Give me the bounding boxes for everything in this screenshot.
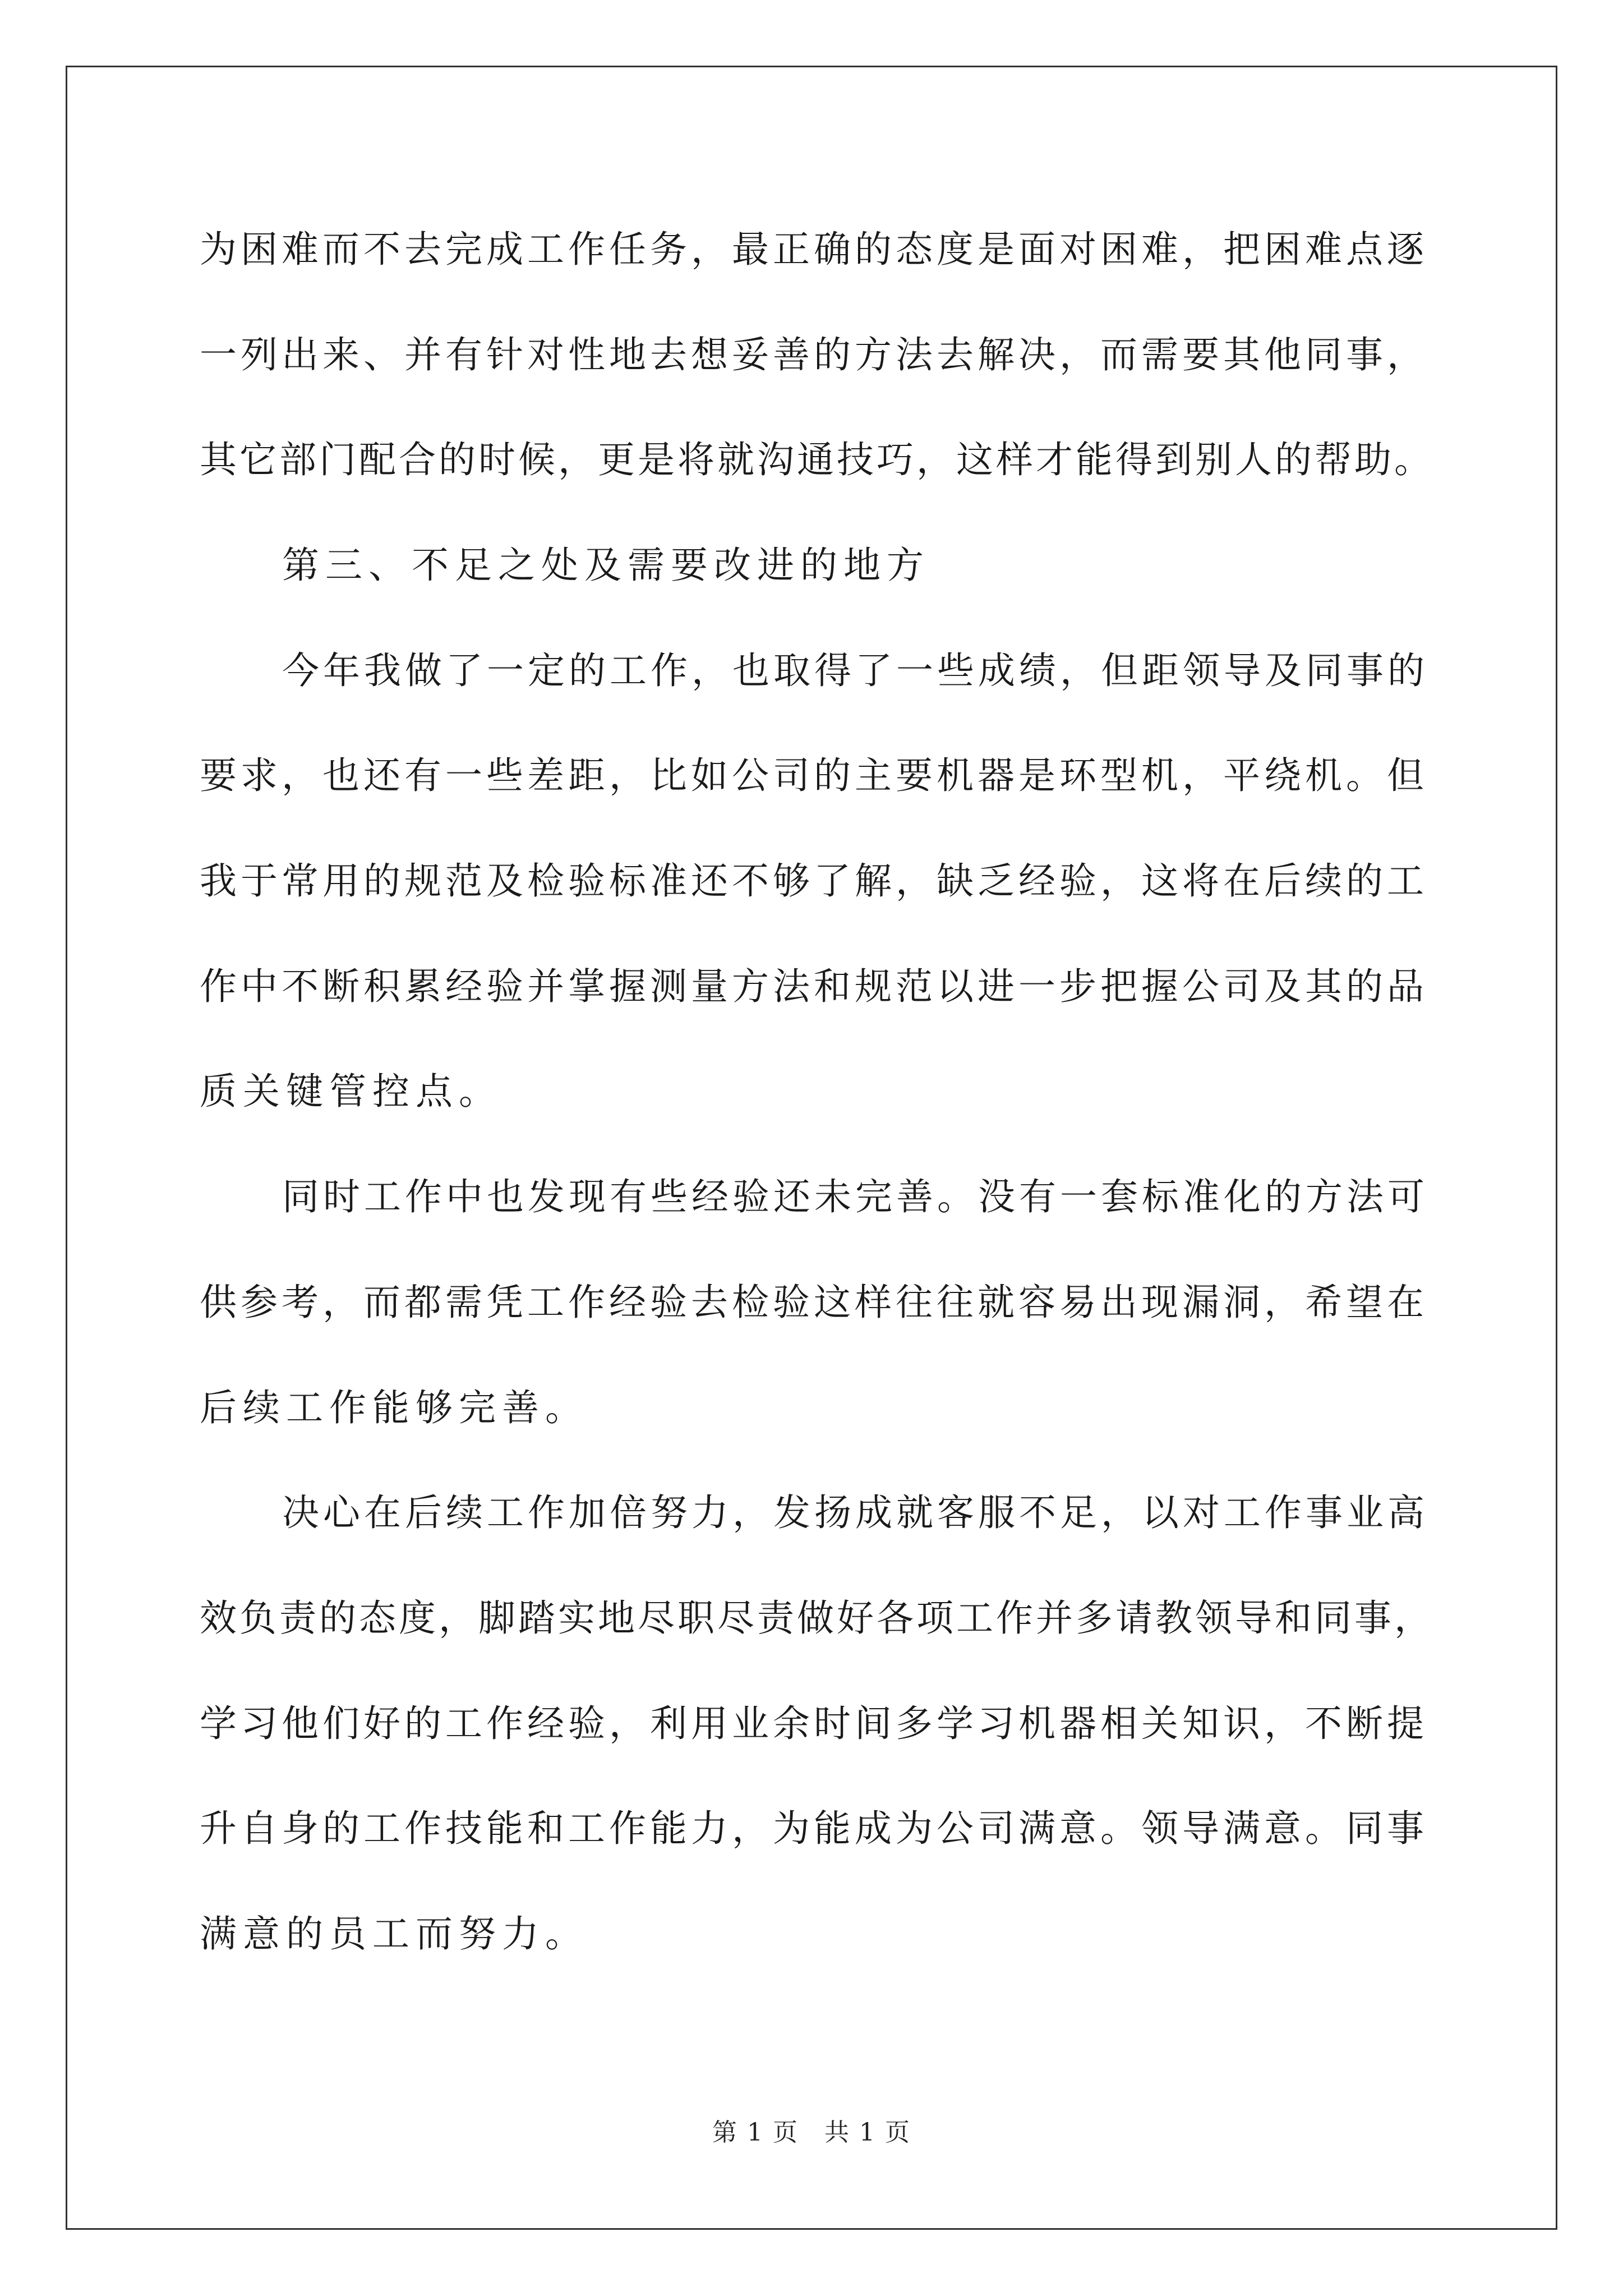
text-line: 要求，也还有一些差距，比如公司的主要机器是环型机，平绕机。但 bbox=[200, 754, 1428, 797]
text-line: 作中不断积累经验并掌握测量方法和规范以进一步把握公司及其的品 bbox=[200, 965, 1428, 1008]
text-line: 今年我做了一定的工作，也取得了一些成绩，但距领导及同事的 bbox=[282, 649, 1428, 692]
page-number-footer: 第 1 页 共 1 页 bbox=[712, 2118, 911, 2147]
text-line: 其它部门配合的时候，更是将就沟通技巧，这样才能得到别人的帮助。 bbox=[200, 438, 1434, 481]
text-line: 一列出来、并有针对性地去想妥善的方法去解决，而需要其他同事， bbox=[200, 333, 1428, 376]
text-line: 后续工作能够完善。 bbox=[200, 1386, 588, 1429]
text-line: 我于常用的规范及检验标准还不够了解，缺乏经验，这将在后续的工 bbox=[200, 859, 1428, 903]
text-line: 满意的员工而努力。 bbox=[200, 1912, 588, 1955]
text-line: 同时工作中也发现有些经验还未完善。没有一套标准化的方法可 bbox=[282, 1175, 1428, 1218]
text-line: 学习他们好的工作经验，利用业余时间多学习机器相关知识，不断提 bbox=[200, 1702, 1428, 1745]
text-line: 升自身的工作技能和工作能力，为能成为公司满意。领导满意。同事 bbox=[200, 1807, 1428, 1850]
text-line: 效负责的态度，脚踏实地尽职尽责做好各项工作并多请教领导和同事， bbox=[200, 1596, 1434, 1640]
text-line: 质关键管控点。 bbox=[200, 1070, 502, 1113]
text-line: 为困难而不去完成工作任务，最正确的态度是面对困难，把困难点逐 bbox=[200, 228, 1428, 271]
text-line: 决心在后续工作加倍努力，发扬成就客服不足，以对工作事业高 bbox=[282, 1491, 1428, 1534]
text-line: 供参考，而都需凭工作经验去检验这样往往就容易出现漏洞，希望在 bbox=[200, 1281, 1428, 1324]
section-heading: 第三、不足之处及需要改进的地方 bbox=[282, 544, 930, 587]
